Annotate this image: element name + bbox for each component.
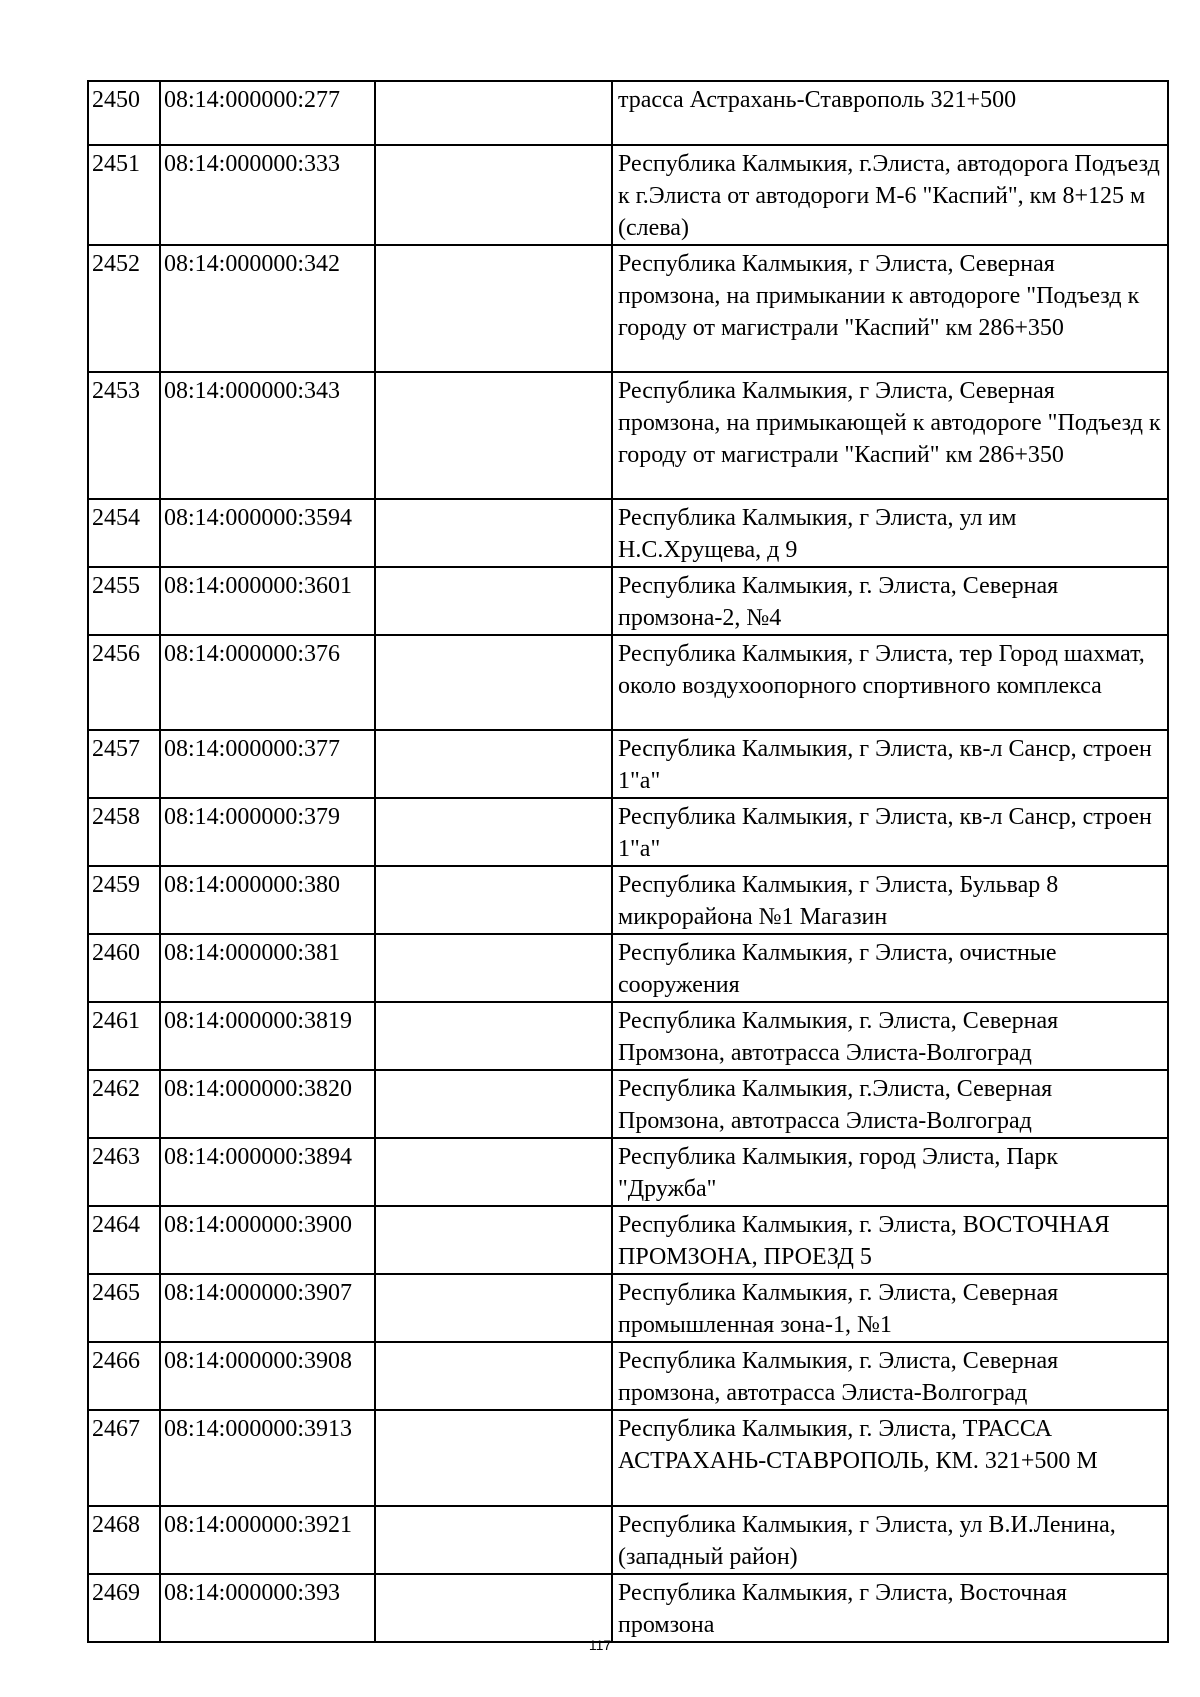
table-row [88, 635, 1168, 730]
table-row [88, 1410, 1168, 1506]
cadastral-number: 08:14:000000:3819 [160, 1002, 375, 1070]
address: Республика Калмыкия, г Элиста, Восточная промзона [612, 1574, 1168, 1642]
row-number: 2464 [88, 1206, 160, 1274]
table-row [88, 1274, 1168, 1342]
row-number: 2457 [88, 730, 160, 798]
row-number: 2469 [88, 1574, 160, 1642]
address: Республика Калмыкия, г. Элиста, ВОСТОЧНАЯ ПРОМЗОНА, ПРОЕЗД 5 [612, 1206, 1168, 1274]
empty-cell [375, 730, 612, 798]
empty-cell [375, 1342, 612, 1410]
cadastral-number: 08:14:000000:3594 [160, 499, 375, 567]
table-row [88, 1138, 1168, 1206]
cadastral-number: 08:14:000000:376 [160, 635, 375, 730]
empty-cell [375, 1274, 612, 1342]
address: Республика Калмыкия, г.Элиста, автодорога Подъезд к г.Элиста от автодороги М-6 "Каспий", км 8+125 м (слева) [612, 145, 1168, 245]
empty-cell [375, 81, 612, 145]
cadastral-number: 08:14:000000:3908 [160, 1342, 375, 1410]
empty-cell [375, 1070, 612, 1138]
row-number: 2465 [88, 1274, 160, 1342]
cadastral-number: 08:14:000000:3894 [160, 1138, 375, 1206]
cadastral-number: 08:14:000000:342 [160, 245, 375, 372]
table-row [88, 145, 1168, 245]
table-row [88, 798, 1168, 866]
empty-cell [375, 145, 612, 245]
row-number: 2463 [88, 1138, 160, 1206]
row-number: 2461 [88, 1002, 160, 1070]
address: Республика Калмыкия, г Элиста, кв-л Санср, строен 1"а" [612, 730, 1168, 798]
empty-cell [375, 1410, 612, 1506]
empty-cell [375, 1138, 612, 1206]
row-number: 2453 [88, 372, 160, 499]
table-row [88, 81, 1168, 145]
table-row [88, 1342, 1168, 1410]
cadastral-number: 08:14:000000:393 [160, 1574, 375, 1642]
cadastral-number: 08:14:000000:333 [160, 145, 375, 245]
row-number: 2454 [88, 499, 160, 567]
address: Республика Калмыкия, г Элиста, ул им Н.С.Хрущева, д 9 [612, 499, 1168, 567]
table-row [88, 866, 1168, 934]
address: Республика Калмыкия, г Элиста, тер Город шахмат, около воздухоопорного спортивного комплекса [612, 635, 1168, 730]
cadastral-number: 08:14:000000:3907 [160, 1274, 375, 1342]
address: Республика Калмыкия, г Элиста, Северная промзона, на примыкающей к автодороге "Подъезд к городу от магистрали "Каспий" км 286+350 [612, 372, 1168, 499]
cadastral-number: 08:14:000000:277 [160, 81, 375, 145]
row-number: 2450 [88, 81, 160, 145]
cadastral-number: 08:14:000000:3913 [160, 1410, 375, 1506]
table-row [88, 372, 1168, 499]
row-number: 2458 [88, 798, 160, 866]
cadastral-number: 08:14:000000:3900 [160, 1206, 375, 1274]
cadastral-number: 08:14:000000:343 [160, 372, 375, 499]
table-row [88, 499, 1168, 567]
registry-table [87, 80, 1169, 1643]
table-row [88, 1506, 1168, 1574]
address: Республика Калмыкия, г Элиста, кв-л Санср, строен 1"а" [612, 798, 1168, 866]
address: Республика Калмыкия, г Элиста, ул В.И.Ленина, (западный район) [612, 1506, 1168, 1574]
table-row [88, 730, 1168, 798]
empty-cell [375, 567, 612, 635]
table-row [88, 1070, 1168, 1138]
address: Республика Калмыкия, г. Элиста, Северная промзона-2, №4 [612, 567, 1168, 635]
row-number: 2459 [88, 866, 160, 934]
address: трасса Астрахань-Ставрополь 321+500 [612, 81, 1168, 145]
row-number: 2460 [88, 934, 160, 1002]
row-number: 2455 [88, 567, 160, 635]
table-row [88, 245, 1168, 372]
cadastral-number: 08:14:000000:379 [160, 798, 375, 866]
row-number: 2468 [88, 1506, 160, 1574]
table-row [88, 1002, 1168, 1070]
page-number: 117 [588, 1637, 612, 1653]
address: Республика Калмыкия, г.Элиста, Северная Промзона, автотрасса Элиста-Волгоград [612, 1070, 1168, 1138]
address: Республика Калмыкия, г Элиста, очистные сооружения [612, 934, 1168, 1002]
address: Республика Калмыкия, г. Элиста, Северная Промзона, автотрасса Элиста-Волгоград [612, 1002, 1168, 1070]
empty-cell [375, 1206, 612, 1274]
row-number: 2452 [88, 245, 160, 372]
table-row [88, 567, 1168, 635]
row-number: 2456 [88, 635, 160, 730]
address: Республика Калмыкия, город Элиста, Парк "Дружба" [612, 1138, 1168, 1206]
address: Республика Калмыкия, г Элиста, Бульвар 8 микрорайона №1 Магазин [612, 866, 1168, 934]
empty-cell [375, 1574, 612, 1642]
empty-cell [375, 934, 612, 1002]
address: Республика Калмыкия, г Элиста, Северная промзона, на примыкании к автодороге "Подъезд к городу от магистрали "Каспий" км 286+350 [612, 245, 1168, 372]
empty-cell [375, 499, 612, 567]
cadastral-number: 08:14:000000:377 [160, 730, 375, 798]
empty-cell [375, 866, 612, 934]
table-row [88, 1574, 1168, 1642]
empty-cell [375, 245, 612, 372]
registry-table-body [88, 81, 1168, 1642]
cadastral-number: 08:14:000000:3921 [160, 1506, 375, 1574]
cadastral-number: 08:14:000000:3820 [160, 1070, 375, 1138]
empty-cell [375, 635, 612, 730]
cadastral-number: 08:14:000000:380 [160, 866, 375, 934]
cadastral-number: 08:14:000000:381 [160, 934, 375, 1002]
address: Республика Калмыкия, г. Элиста, ТРАССА АСТРАХАНЬ-СТАВРОПОЛЬ, КМ. 321+500 М [612, 1410, 1168, 1506]
table-row [88, 1206, 1168, 1274]
empty-cell [375, 372, 612, 499]
address: Республика Калмыкия, г. Элиста, Северная промышленная зона-1, №1 [612, 1274, 1168, 1342]
empty-cell [375, 798, 612, 866]
empty-cell [375, 1506, 612, 1574]
row-number: 2451 [88, 145, 160, 245]
row-number: 2466 [88, 1342, 160, 1410]
empty-cell [375, 1002, 612, 1070]
row-number: 2467 [88, 1410, 160, 1506]
table-row [88, 934, 1168, 1002]
address: Республика Калмыкия, г. Элиста, Северная промзона, автотрасса Элиста-Волгоград [612, 1342, 1168, 1410]
cadastral-number: 08:14:000000:3601 [160, 567, 375, 635]
row-number: 2462 [88, 1070, 160, 1138]
